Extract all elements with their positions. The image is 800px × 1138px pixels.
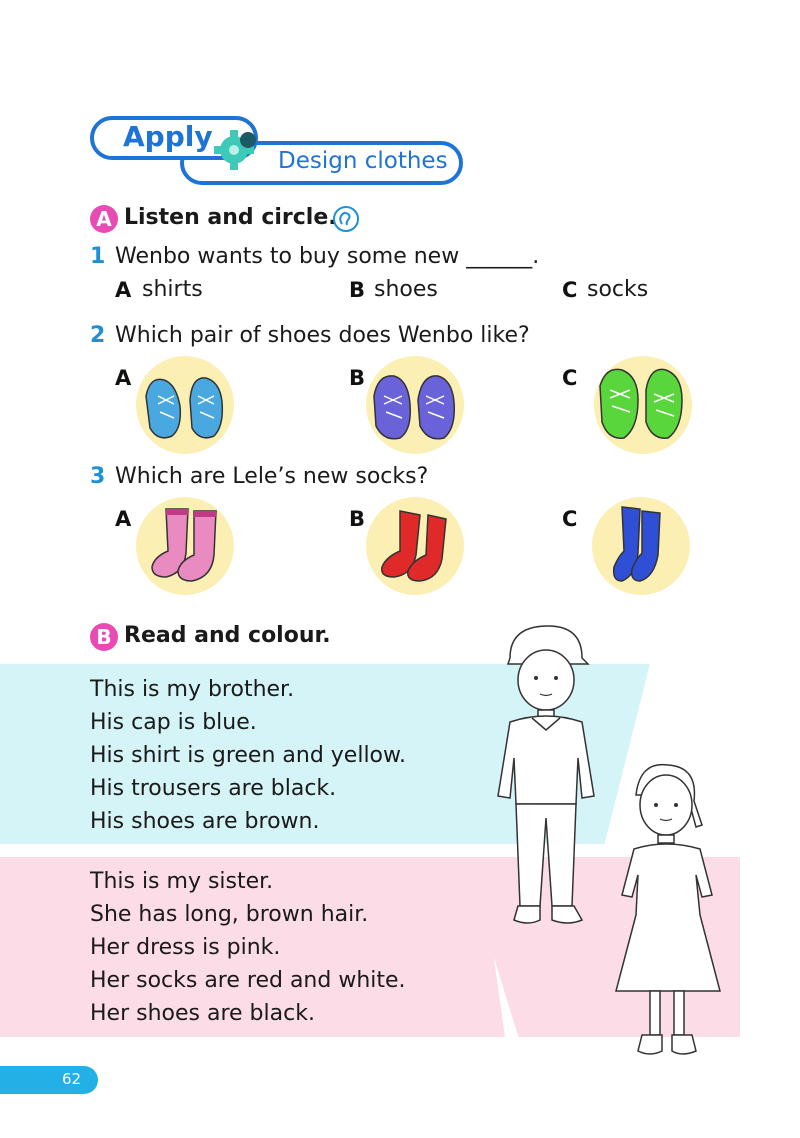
q3-option-c-socks[interactable] (592, 497, 690, 595)
page-number-tab (0, 1066, 98, 1094)
brother-line: His shoes are brown. (90, 809, 320, 834)
sister-line: Her shoes are black. (90, 1001, 315, 1026)
brother-line: His trousers are black. (90, 776, 337, 801)
q1-option-c-letter: C (562, 278, 578, 302)
sister-line: This is my sister. (90, 869, 274, 894)
brother-line: This is my brother. (90, 677, 295, 702)
sister-line: Her socks are red and white. (90, 968, 406, 993)
q2-option-a-shoes[interactable] (136, 356, 234, 454)
q2-option-c-letter: C (562, 366, 578, 390)
sister-description (90, 865, 406, 1030)
q3-option-c-letter: C (562, 507, 578, 531)
brother-figure[interactable] (488, 618, 608, 942)
q2-option-a-letter: A (115, 366, 132, 390)
q2-option-b-letter: B (349, 366, 366, 390)
q1-option-a-letter: A (115, 278, 132, 302)
section-b-badge: B (90, 623, 118, 651)
brother-line: His shirt is green and yellow. (90, 743, 406, 768)
page-number: 62 (62, 1070, 82, 1088)
q1-option-b-letter: B (349, 278, 366, 302)
question-3-number: 3 (90, 464, 106, 489)
q3-option-a-socks[interactable] (136, 497, 234, 595)
q1-option-c-word[interactable]: socks (587, 277, 649, 302)
question-1-text: Wenbo wants to buy some new ______. (115, 244, 540, 269)
sister-line: Her dress is pink. (90, 935, 281, 960)
section-b-title: Read and colour. (124, 623, 331, 648)
audio-icon[interactable] (333, 206, 359, 232)
section-a-badge: A (90, 205, 118, 233)
sister-line: She has long, brown hair. (90, 902, 369, 927)
lesson-theme-title: Design clothes (278, 148, 448, 174)
brother-description (90, 673, 406, 838)
brother-line: His cap is blue. (90, 710, 257, 735)
q3-option-b-letter: B (349, 507, 366, 531)
section-a-title: Listen and circle. (124, 205, 337, 230)
q1-option-b-word[interactable]: shoes (374, 277, 438, 302)
q1-option-a-word[interactable]: shirts (142, 277, 203, 302)
question-2-text: Which pair of shoes does Wenbo like? (115, 323, 530, 348)
puzzle-gear-icon (210, 126, 266, 176)
q3-option-b-socks[interactable] (366, 497, 464, 595)
q3-option-a-letter: A (115, 507, 132, 531)
question-1-number: 1 (90, 244, 106, 269)
q2-option-b-shoes[interactable] (366, 356, 464, 454)
sister-figure[interactable] (610, 755, 730, 1079)
q2-option-c-shoes[interactable] (594, 356, 692, 454)
question-2-number: 2 (90, 323, 106, 348)
question-3-text: Which are Lele’s new socks? (115, 464, 429, 489)
apply-label: Apply (123, 120, 213, 153)
